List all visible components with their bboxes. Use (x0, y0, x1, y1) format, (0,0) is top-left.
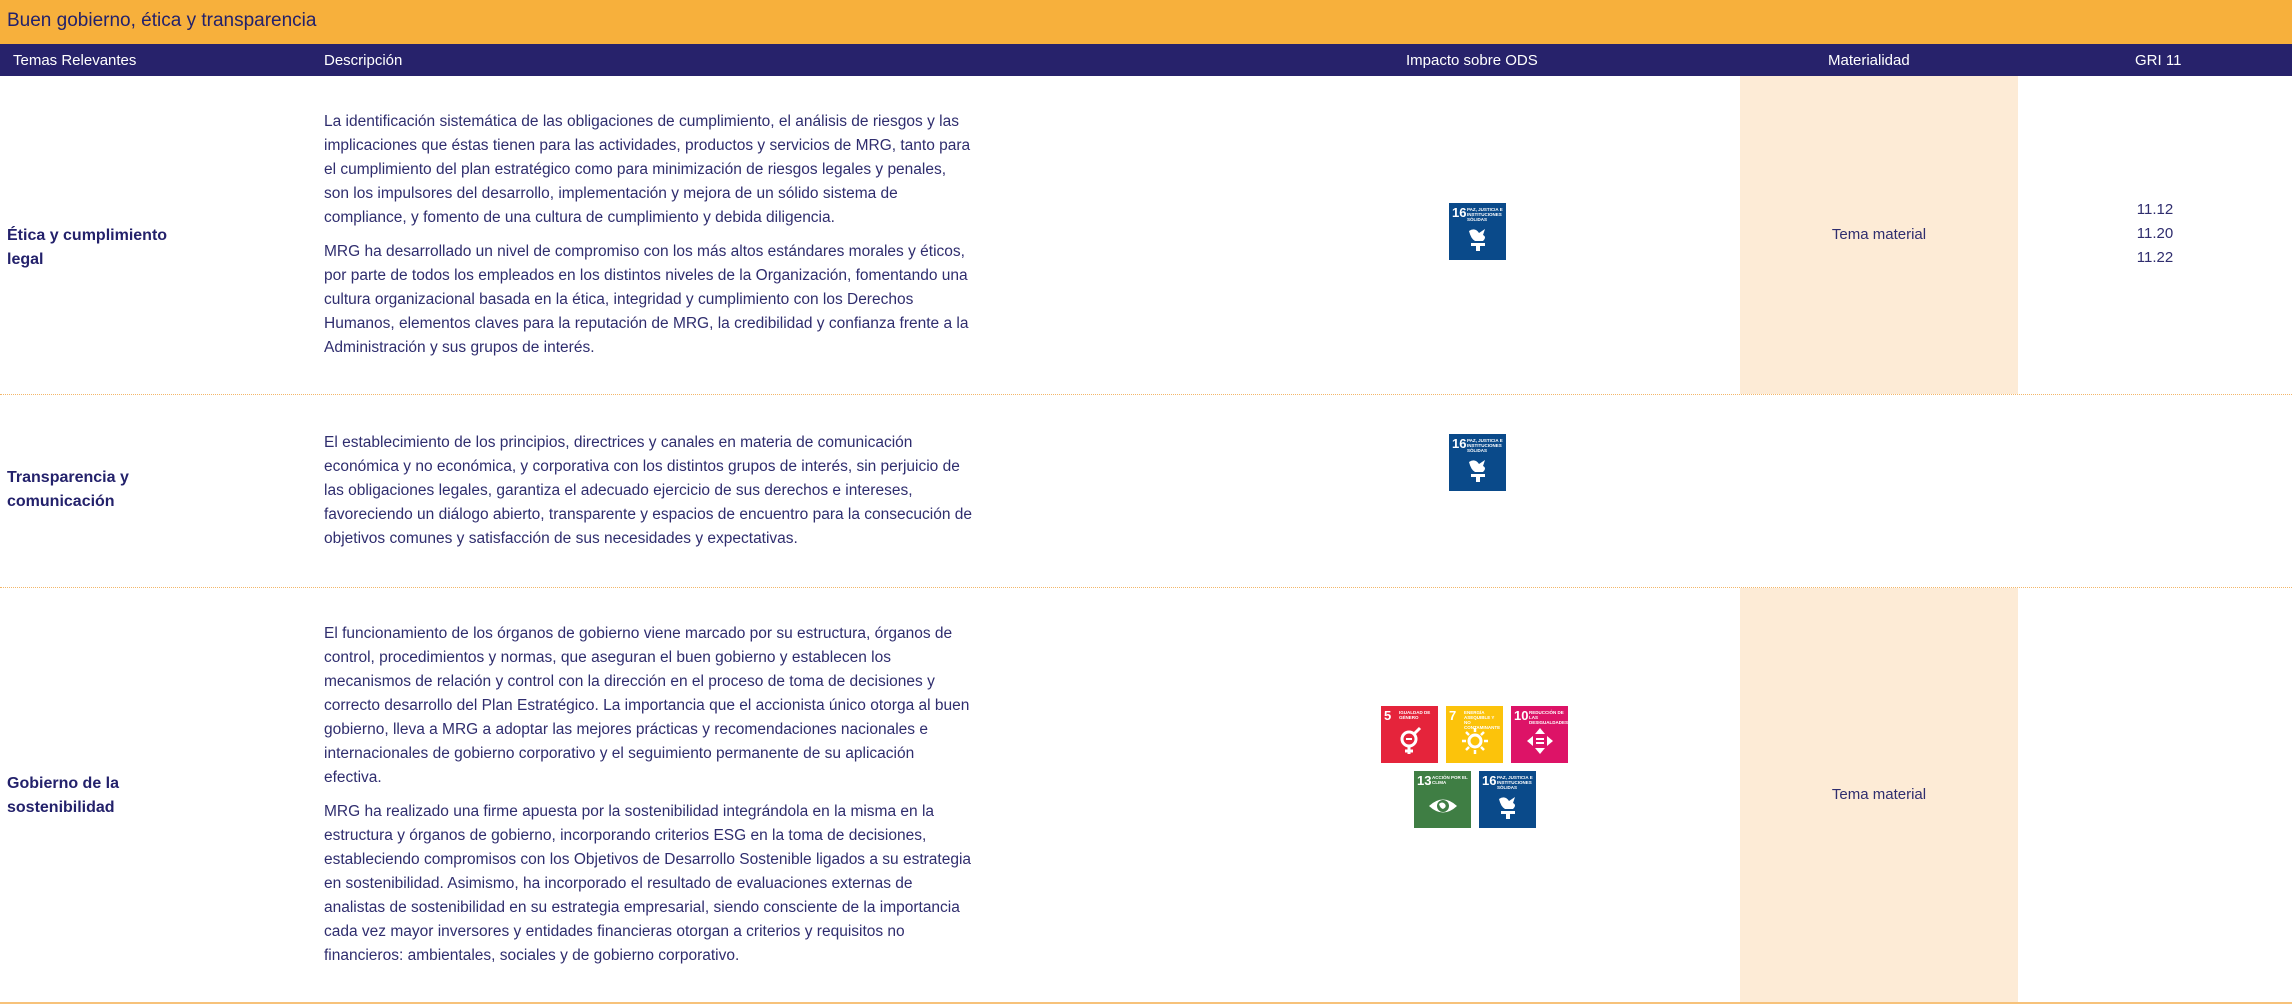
ods-10-icon: 10 REDUCCIÓN DE LAS DESIGUALDADES (1511, 706, 1568, 763)
description-paragraph: MRG ha realizado una firme apuesta por la sostenibilidad integrándola en la misma en la estructura y órganos de gobierno, incorporando criterios ESG en la toma de decisiones, estableciendo compromisos con los Objetivos de Desarrollo Sostenible ligados a su estrategia en sostenibilidad. Asimismo, ha incorporado el resultado de evaluaciones externas de analistas de sostenibilidad en su estrategia empresarial, siendo consciente de la importancia cada vez mayor inversores y entidades financieras otorgan a criterios y requisitos no financieros: ambientales, sociales y de gobierno corporativo. (324, 803, 972, 964)
gri-code: 11.22 (2136, 249, 2174, 266)
header-description: Descripción (324, 52, 403, 69)
description-paragraph: MRG ha desarrollado un nivel de compromiso con los más altos estándares morales y éticos, por parte de todos los empleados en los distintos niveles de la Organización, fomentando una cultura organizacional basada en la ética, integridad y cumplimiento con los Derechos Humanos, elementos claves para la reputación de MRG, la credibilidad y confianza frente a la Administración y sus grupos de interés. (324, 243, 969, 356)
header-materiality: Materialidad (1828, 52, 1910, 69)
description-text (324, 622, 974, 978)
ods-16-icon: 16 PAZ, JUSTICIA E INSTITUCIONES SÓLIDAS (1449, 434, 1506, 491)
description-paragraph: El funcionamiento de los órganos de gobierno viene marcado por su estructura, órganos de control, procedimientos y normas, que aseguran el buen gobierno y establecen los mecanismos de relación y control con la dirección en el proceso de toma de decisiones y correcto desarrollo del Plan Estratégico. La importancia que el accionista único otorga al buen gobierno, lleva a MRG a adoptar las mejores prácticas y recomendaciones nacionales e internacionales de gobierno corporativo y el seguimiento permanente de su aplicación efectiva. (324, 625, 970, 786)
ods-5-icon: 5 IGUALDAD DE GÉNERO (1381, 706, 1438, 763)
description-text (324, 431, 974, 561)
ods-16-icon: 16 PAZ, JUSTICIA E INSTITUCIONES SÓLIDAS (1449, 203, 1506, 260)
materiality-label: Tema material (1831, 226, 1927, 243)
section-title: Buen gobierno, ética y transparencia (0, 0, 2292, 44)
row-divider (0, 587, 2292, 588)
table-bottom-border (0, 1002, 2292, 1004)
header-gri: GRI 11 (2135, 52, 2182, 69)
description-paragraph: La identificación sistemática de las obligaciones de cumplimiento, el análisis de riesgos y las implicaciones que éstas tienen para las actividades, productos y servicios de MRG, tanto para el cumplimiento del plan estratégico como para minimización de riesgos legales y penales, son los impulsores del desarrollo, implementación y mejora de un sólido sistema de compliance, y fomento de una cultura de cumplimiento y debida diligencia. (324, 113, 971, 226)
table-header (0, 44, 2292, 76)
ods-16-icon: 16 PAZ, JUSTICIA E INSTITUCIONES SÓLIDAS (1479, 771, 1536, 828)
materiality-label: Tema material (1831, 786, 1927, 803)
header-ods: Impacto sobre ODS (1406, 52, 1538, 69)
topic-label: Gobierno de la sostenibilidad (7, 775, 120, 816)
topic-label: Ética y cumplimiento legal (7, 227, 168, 268)
gri-codes (2110, 198, 2200, 270)
header-topic: Temas Relevantes (13, 52, 137, 69)
ods-13-icon: 13 ACCIÓN POR EL CLIMA (1414, 771, 1471, 828)
row-divider (0, 394, 2292, 395)
description-paragraph: El establecimiento de los principios, directrices y canales en materia de comunicación económica y no económica, y corporativa con los distintos grupos de interés, sin perjuicio de las obligaciones legales, garantiza el adecuado ejercicio de sus derechos e intereses, favoreciendo un diálogo abierto, transparente y espacios de encuentro para la consecución de objetivos comunes y satisfacción de sus necesidades y expectativas. (324, 434, 972, 547)
gri-code: 11.12 (2136, 201, 2174, 218)
ods-7-icon: 7 ENERGÍA ASEQUIBLE Y NO CONTAMINANTE (1446, 706, 1503, 763)
topic-label: Transparencia y comunicación (7, 469, 129, 510)
description-text (324, 110, 974, 370)
gri-code: 11.20 (2136, 225, 2174, 242)
